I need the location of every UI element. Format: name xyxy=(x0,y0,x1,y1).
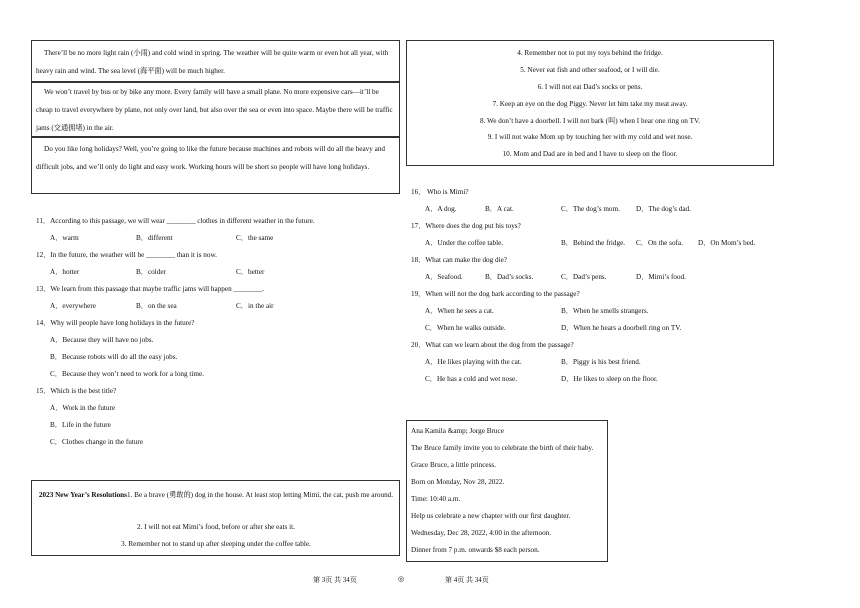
question-18: 18．What can make the dog die? xyxy=(411,256,507,264)
resolution-item-6: 6. I will not eat Dad’s socks or pens. xyxy=(537,83,643,91)
question-20: 20．What can we learn about the dog from the passage? xyxy=(411,341,574,349)
question-18-option-d[interactable]: D．Mimi’s food. xyxy=(636,273,686,281)
invitation-line-3: Grace Bruce, a little princess. xyxy=(411,461,497,469)
resolution-item-8: 8. We don’t have a doorbell. I will not bark (叫) when I hear one ring on TV. xyxy=(479,117,701,125)
question-11: 11．According to this passage, we will wear ________ clothes in different weather in the future. xyxy=(36,217,315,225)
resolution-item-4: 4. Remember not to put my toys behind the fridge. xyxy=(517,49,663,57)
invitation-line-8: Dinner from 7 p.m. onwards $8 each person. xyxy=(411,546,540,554)
question-13-option-c[interactable]: C．in the air xyxy=(236,302,274,310)
resolution-item-1: 1. Be a brave (勇敢的) dog in the house. At least stop letting Mimi, the cat, push me around. xyxy=(126,491,394,499)
question-19-option-d[interactable]: D．When he hears a doorbell ring on TV. xyxy=(561,324,682,332)
invitation-line-7: Wednesday, Dec 28, 2022, 4:00 in the afternoon. xyxy=(411,529,552,537)
question-15-option-c[interactable]: C．Clothes change in the future xyxy=(50,438,144,446)
question-14: 14．Why will people have long holidays in the future? xyxy=(36,319,195,327)
question-14-option-c[interactable]: C．Because they won’t need to work for a long time. xyxy=(50,370,204,378)
resolution-item-7: 7. Keep an eye on the dog Piggy. Never let him take my meat away. xyxy=(492,100,688,108)
resolutions-intro xyxy=(36,486,396,504)
question-12-option-b[interactable]: B．colder xyxy=(136,268,166,276)
resolution-item-2: 2. I will not eat Mimi’s food, before or after she eats it. xyxy=(137,523,295,531)
invitation-line-4: Born on Monday, Nov 28, 2022. xyxy=(411,478,505,486)
question-13-option-b[interactable]: B．on the sea xyxy=(136,302,177,310)
invitation-line-1: Ana Kamila &amp; Jorge Bruce xyxy=(411,427,504,435)
question-16-option-a[interactable]: A．A dog. xyxy=(425,205,457,213)
invitation-line-2: The Bruce family invite you to celebrate the birth of their baby. xyxy=(411,444,594,452)
page-number-left: 第 3页 共 34页 xyxy=(313,576,357,584)
resolution-item-9: 9. I will not wake Mom up by touching her with my cold and wet nose. xyxy=(487,133,693,141)
passage-paragraph-1: There’ll be no more light rain (小雨) and cold wind in spring. The weather will be quite warm or even hot all year, with heavy rain and wind. The sea level (海平面) will be much higher. xyxy=(36,49,389,75)
passage-paragraph-3: Do you like long holidays? Well, you’re going to like the future because machines and robots will do all the heavy and difficult jobs, and we’ll only do light and easy work. Working hours will be short so people will have long holidays. xyxy=(36,145,386,171)
resolution-item-3: 3. Remember not to stand up after sleeping under the coffee table. xyxy=(121,540,311,548)
invitation-line-6: Help us celebrate a new chapter with our first daughter. xyxy=(411,512,571,520)
question-19: 19．When will not the dog bark according to the passage? xyxy=(411,290,580,298)
question-13-option-a[interactable]: A．everywhere xyxy=(50,302,96,310)
question-16: 16． Who is Mimi? xyxy=(411,188,469,196)
question-14-option-b[interactable]: B．Because robots will do all the easy jobs. xyxy=(50,353,178,361)
question-16-option-c[interactable]: C．The dog’s mom. xyxy=(561,205,620,213)
question-13: 13．We learn from this passage that maybe traffic jams will happen ________. xyxy=(36,285,265,293)
question-12-option-c[interactable]: C．better xyxy=(236,268,265,276)
question-20-option-b[interactable]: B．Piggy is his best friend. xyxy=(561,358,641,366)
question-12-option-a[interactable]: A．hotter xyxy=(50,268,80,276)
question-19-option-a[interactable]: A．When he sees a cat. xyxy=(425,307,494,315)
question-14-option-a[interactable]: A．Because they will have no jobs. xyxy=(50,336,154,344)
question-15-option-b[interactable]: B．Life in the future xyxy=(50,421,111,429)
question-17-option-d[interactable]: D．On Mom’s bed. xyxy=(698,239,756,247)
question-16-option-b[interactable]: B．A cat. xyxy=(485,205,514,213)
question-17-option-b[interactable]: B．Behind the fridge. xyxy=(561,239,626,247)
question-19-option-b[interactable]: B．When he smells strangers. xyxy=(561,307,649,315)
question-11-option-c[interactable]: C．the same xyxy=(236,234,274,242)
question-15: 15．Which is the best title? xyxy=(36,387,117,395)
question-18-option-c[interactable]: C．Dad’s pens. xyxy=(561,273,607,281)
question-15-option-a[interactable]: A．Work in the future xyxy=(50,404,116,412)
question-20-option-a[interactable]: A．He likes playing with the cat. xyxy=(425,358,522,366)
question-11-option-a[interactable]: A．warm xyxy=(50,234,79,242)
resolutions-title: 2023 New Year’s Resolutions xyxy=(38,491,127,499)
page-number-right: 第 4页 共 34页 xyxy=(445,576,489,584)
resolution-item-10: 10. Mom and Dad are in bed and I have to sleep on the floor. xyxy=(502,150,678,158)
question-20-option-c[interactable]: C．He has a cold and wet nose. xyxy=(425,375,518,383)
question-11-option-b[interactable]: B．different xyxy=(136,234,173,242)
question-18-option-a[interactable]: A．Seafood. xyxy=(425,273,463,281)
invitation-box xyxy=(406,420,608,562)
question-17-option-a[interactable]: A．Under the coffee table. xyxy=(425,239,504,247)
question-17: 17．Where does the dog put his toys? xyxy=(411,222,521,230)
question-19-option-c[interactable]: C．When he walks outside. xyxy=(425,324,506,332)
question-16-option-d[interactable]: D．The dog’s dad. xyxy=(636,205,691,213)
question-20-option-d[interactable]: D．He likes to sleep on the floor. xyxy=(561,375,658,383)
invitation-line-5: Time: 10:40 a.m. xyxy=(411,495,461,503)
question-18-option-b[interactable]: B．Dad’s socks. xyxy=(485,273,534,281)
question-17-option-c[interactable]: C．On the sofa. xyxy=(636,239,683,247)
question-12: 12．In the future, the weather will be ________ than it is now. xyxy=(36,251,217,259)
passage-paragraph-2: We won’t travel by bus or by bike any more. Every family will have a small plane. No more expensive cars—it’ll be cheap to travel everywhere by plane, not only over land, but also over the sea or even into space. Maybe there will be traffic jams (交通拥堵) in the air. xyxy=(36,88,393,132)
binding-mark-icon: ◎ xyxy=(398,575,405,583)
resolution-item-5: 5. Never eat fish and other seafood, or I will die. xyxy=(520,66,660,74)
